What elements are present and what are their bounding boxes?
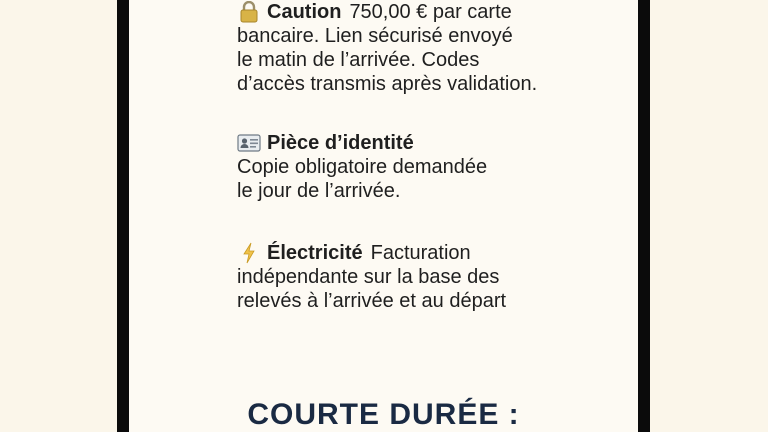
id-label: Pièce d’identité <box>267 132 414 154</box>
caution-label: Caution <box>267 1 342 23</box>
left-frame-bar <box>117 0 129 432</box>
caution-amount: 750,00 € par carte <box>349 1 512 23</box>
id-description: Copie obligatoire demandée le jour de l’arrivée. <box>237 156 488 202</box>
caution-description: bancaire. Lien sécurisé envoyé le matin de l’arrivée. Codes d’accès transmis après validation. <box>237 25 538 95</box>
electricity-lead: Facturation <box>370 242 471 264</box>
electricity-description: indépendante sur la base des relevés à l’arrivée et au départ <box>237 266 507 312</box>
electricity-label: Électricité <box>267 242 363 264</box>
lightning-icon <box>237 241 261 265</box>
id-card-icon <box>237 131 261 155</box>
lock-icon <box>237 0 261 24</box>
right-frame-bar <box>638 0 650 432</box>
document-page <box>129 0 638 432</box>
section-heading: COURTE DURÉE : <box>247 398 520 431</box>
id-item <box>237 131 487 203</box>
caution-item <box>237 0 537 96</box>
electricity-item <box>237 241 506 313</box>
